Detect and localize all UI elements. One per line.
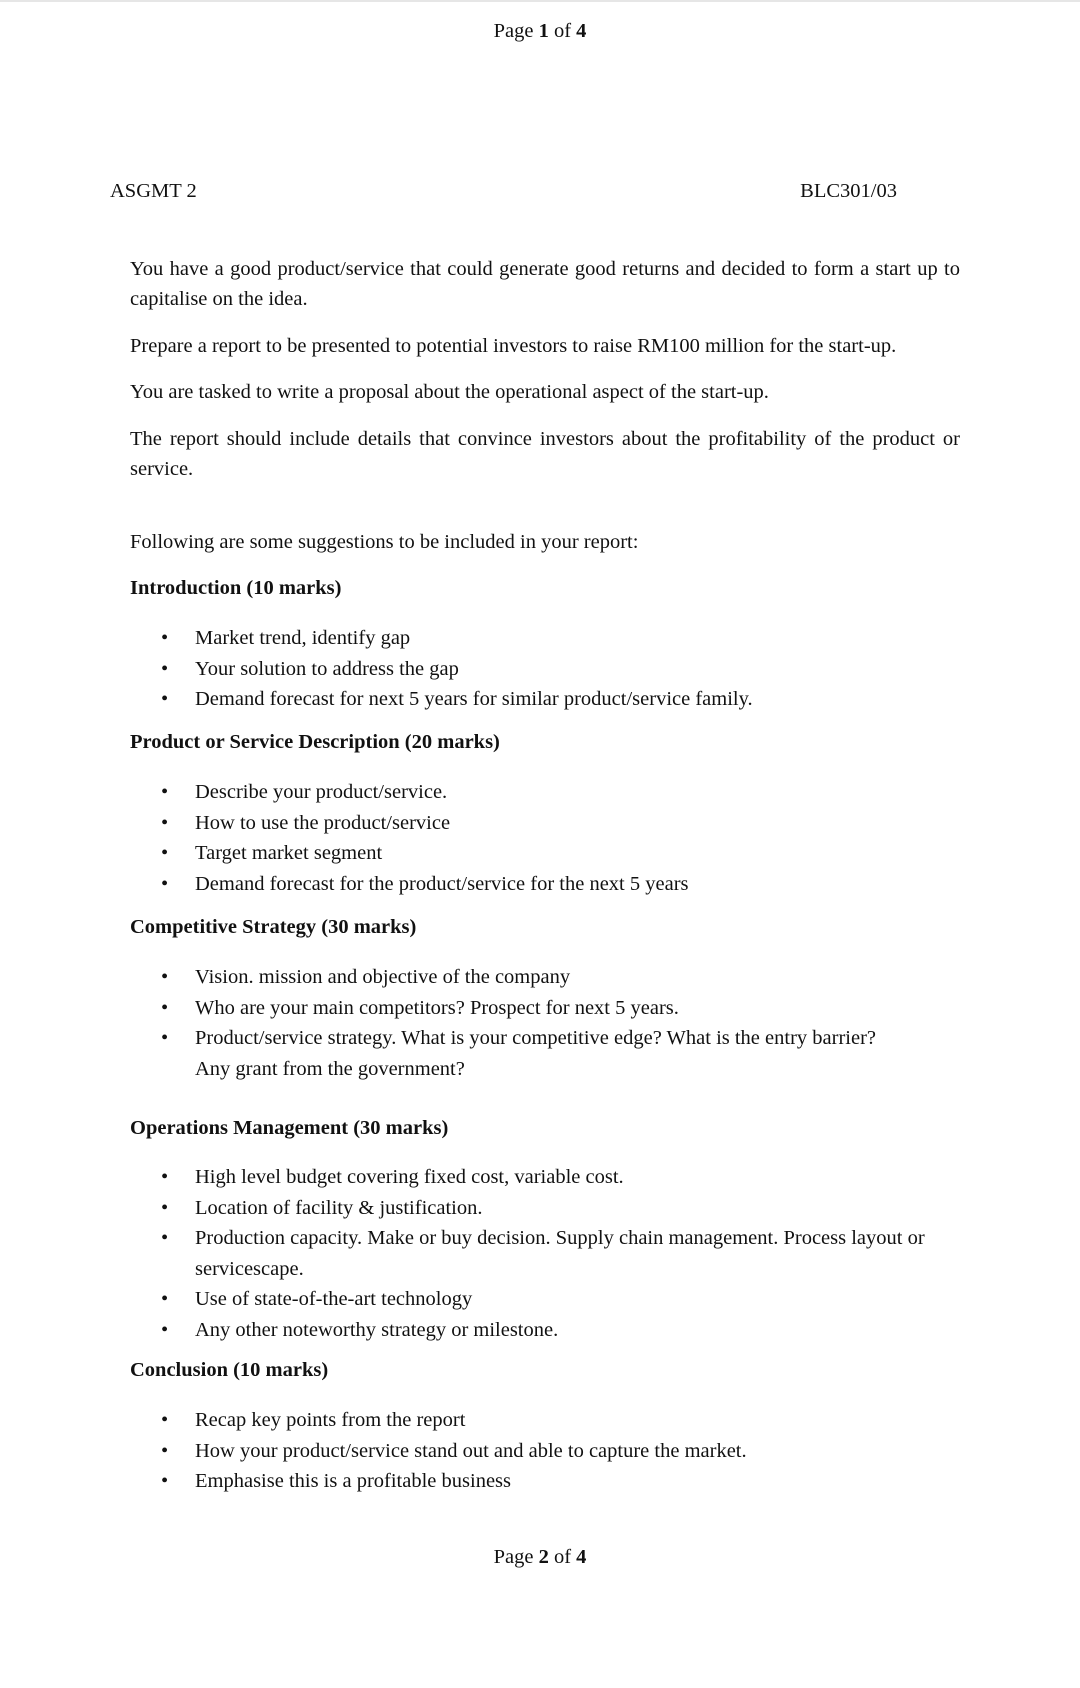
bullet-icon: • (161, 966, 169, 988)
list-item-text: Your solution to address the gap (195, 657, 459, 680)
bullet-icon: • (161, 872, 169, 895)
list-item-text: Demand forecast for the product/service for the next 5 years (195, 872, 689, 895)
bullet-icon: • (161, 1166, 169, 1188)
list-item-text: Emphasise this is a profitable business (195, 1470, 511, 1492)
section-heading: Conclusion (10 marks) (130, 1359, 329, 1381)
paragraph: Prepare a report to be presented to potential investors to raise RM100 million for the start-up. (130, 335, 897, 357)
bullet-list (130, 1162, 960, 1345)
bullet-icon: • (161, 627, 169, 649)
bullet-list (130, 623, 960, 715)
paragraph: You have a good product/service that could generate good returns and decided to form a start up to capitalise on the idea. (130, 258, 960, 310)
list-item-text: How your product/service stand out and able to capture the market. (195, 1439, 747, 1462)
bullet-icon: • (161, 657, 169, 680)
page-number-header: Page 1 of 4 (493, 20, 587, 42)
list-item-text: How to use the product/service (195, 811, 451, 834)
list-item (130, 1023, 960, 1084)
bullet-icon: • (161, 781, 169, 803)
list-item (130, 993, 960, 1024)
paragraph: You are tasked to write a proposal about the operational aspect of the start-up. (130, 381, 769, 403)
list-item-text: High level budget covering fixed cost, variable cost. (195, 1166, 624, 1188)
bullet-icon: • (161, 1288, 169, 1310)
list-item-text: Vision. mission and objective of the company (195, 966, 571, 988)
list-item-text: Who are your main competitors? Prospect for next 5 years. (195, 996, 679, 1019)
bullet-icon: • (161, 1470, 169, 1492)
list-item-text: Demand forecast for next 5 years for similar product/service family. (195, 688, 753, 710)
section-heading: Competitive Strategy (30 marks) (130, 916, 417, 938)
list-item (130, 869, 960, 900)
list-item (130, 1162, 960, 1193)
bullet-list (130, 777, 960, 899)
page-number-footer: Page 2 of 4 (493, 1546, 587, 1568)
list-item (130, 962, 960, 993)
paragraph: Following are some suggestions to be included in your report: (130, 531, 639, 553)
list-item-text: Market trend, identify gap (195, 627, 411, 649)
list-item-text: Production capacity. Make or buy decision. Supply chain management. Process layout or servicescape. (195, 1227, 925, 1280)
list-item (130, 1315, 960, 1346)
list-item-text: Target market segment (195, 842, 383, 864)
paragraph: The report should include details that convince investors about the profitability of the product or service. (130, 428, 960, 480)
list-item-text: Recap key points from the report (195, 1409, 466, 1431)
bullet-icon: • (161, 1027, 169, 1049)
bullet-list (130, 1405, 960, 1497)
list-item (130, 808, 960, 839)
bullet-icon: • (161, 842, 169, 864)
bullet-icon: • (161, 1318, 169, 1341)
list-item (130, 654, 960, 685)
list-item (130, 777, 960, 808)
section-heading: Introduction (10 marks) (130, 577, 342, 599)
bullet-icon: • (161, 996, 169, 1019)
section-heading: Product or Service Description (20 marks) (130, 731, 500, 753)
list-item (130, 1466, 960, 1497)
bullet-icon: • (161, 1409, 169, 1431)
bullet-icon: • (161, 1439, 169, 1462)
list-item (130, 1223, 960, 1284)
bullet-icon: • (161, 1227, 169, 1249)
section-heading: Operations Management (30 marks) (130, 1117, 449, 1139)
bullet-icon: • (161, 811, 169, 834)
list-item-text: Product/service strategy. What is your competitive edge? What is the entry barrier? Any grant from the government? (195, 1027, 877, 1080)
page-divider (0, 0, 1080, 2)
list-item-text: Location of facility & justification. (195, 1196, 483, 1219)
list-item-text: Any other noteworthy strategy or milestone. (195, 1318, 559, 1341)
list-item (130, 838, 960, 869)
list-item (130, 1405, 960, 1436)
list-item (130, 1193, 960, 1224)
list-item-text: Describe your product/service. (195, 781, 448, 803)
bullet-icon: • (161, 688, 169, 710)
list-item-text: Use of state-of-the-art technology (195, 1288, 473, 1310)
assignment-label: ASGMT 2 (110, 180, 197, 202)
bullet-icon: • (161, 1196, 169, 1219)
course-code: BLC301/03 (800, 180, 897, 202)
bullet-list (130, 962, 960, 1084)
list-item (130, 623, 960, 654)
list-item (130, 1284, 960, 1315)
list-item (130, 684, 960, 715)
list-item (130, 1436, 960, 1467)
